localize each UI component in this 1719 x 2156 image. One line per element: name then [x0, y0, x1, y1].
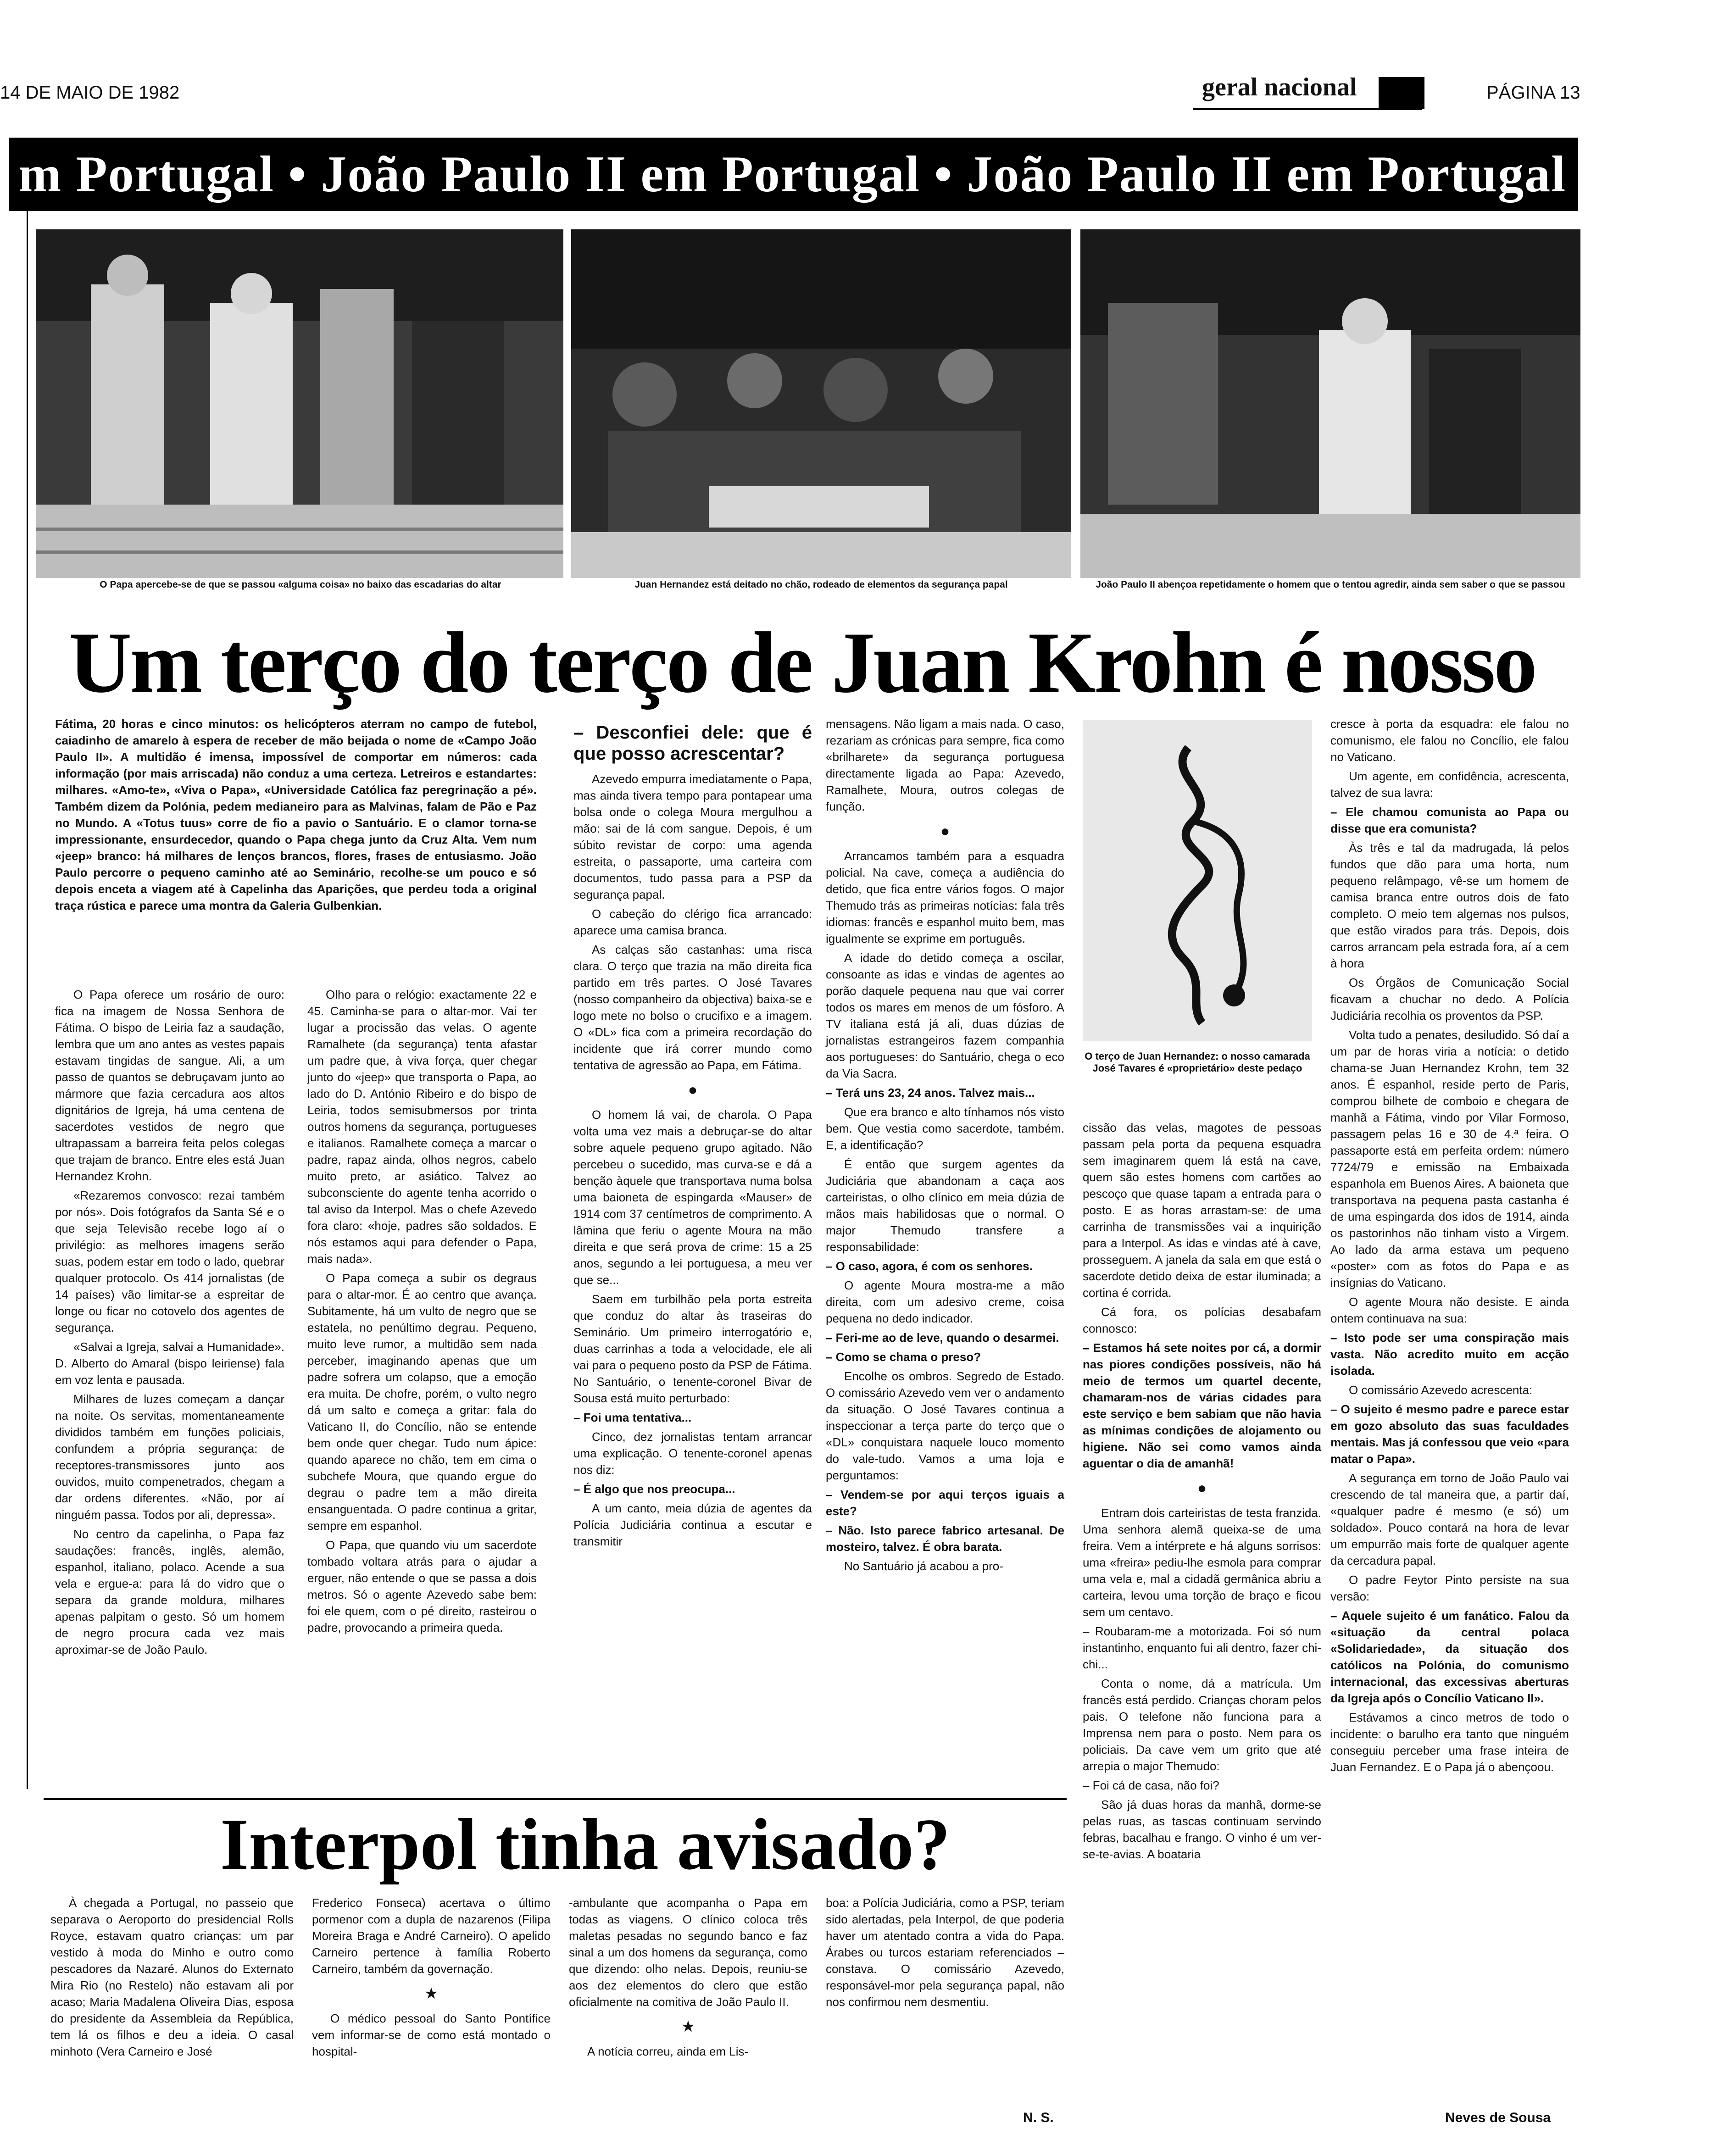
paragraph: cresce à porta da esquadra: ele falou no comunismo, ele falou no Concílio, ele falou no Vaticano. [1330, 717, 1569, 764]
paragraph: Encolhe os ombros. Segredo de Estado. O comissário Azevedo vem ver o andamento da situação. O José Tavares continua a inspeccionar a terça parte do terço que o «DL» conquistara naquele louco momento do vale-tudo. Vamos a uma loja e perguntamos: [826, 1369, 1064, 1482]
paragraph: A notícia correu, ainda em Lis- [587, 2045, 749, 2058]
paragraph: À chegada a Portugal, no passeio que separava o Aeroporto do presidencial Rolls Royce, estavam quatro crianças: um par vestido à moda do Minho e outro como pescadores da Nazaré. Alunos do Externato Mira Rio (no Restelo) não estavam ali por acaso; Maria Madalena Oliveira Dias, esposa do presidente da Assembleia da República, tem lá os filhos e deu a ideia. O casal minhoto (Vera Carneiro e José [50, 1896, 294, 2058]
quote: – O sujeito é mesmo padre e parece estar em gozo absoluto das suas faculdades mentais. Mas já confessou que veio «para matar o Papa». [1330, 1402, 1569, 1466]
paragraph: «Salvai a Igreja, salvai a Humanidade». D. Alberto do Amaral (bispo leiriense) fala em voz lenta e pausada. [55, 1340, 284, 1387]
article-column-6 [1330, 716, 1569, 2119]
paragraph: Olho para o relógio: exactamente 22 e 45. Caminha-se para o altar-mor. Vai ter lugar a procissão das velas. O agente Ramalhete (da segurança) tenta afastar um padre que, à viva força, quer chegar junto do «jeep» que transporta o Papa, ao lado do D. António Ribeiro e do bispo de Leiria, todos semisubmersos por trinta outros homens da segurança, portugueses e italianos. Ramalhete começa a marcar o padre, rapaz ainda, olhos negros, cabelo muito preto, ar asiático. Talvez ao subconsciente do agente tenha acorrido o tal aviso da Interpol. Mas o chefe Azevedo fora claro: «hoje, padres são soldados. E nós estamos aqui para defender o Papa, mais nada». [307, 988, 537, 1266]
paragraph: O médico pessoal do Santo Pontífice vem informar-se de como está montado o hospital- [312, 2012, 551, 2058]
secondary-headline: Interpol tinha avisado? [220, 1803, 951, 1885]
article2-byline: N. S. [1023, 2110, 1054, 2125]
paragraph: Cá fora, os polícias desabafam connosco: [1083, 1305, 1321, 1335]
paragraph: Milhares de luzes começam a dançar na noite. Os servitas, momentaneamente divididos também em funções policiais, confundem a própria segurança: de receptores-transmissores junto aos ouvidos, muito compenetrados, chegam a dar ordens diferentes. «Não, por aí ninguém passa. Todos por ali, depressa». [55, 1392, 284, 1522]
article-column-5 [1083, 1119, 1321, 1861]
quote: – O caso, agora, é com os senhores. [826, 1259, 1033, 1273]
article2-column-2 [312, 1895, 551, 2142]
main-headline: Um terço do terço de Juan Krohn é nosso [69, 615, 1535, 711]
paragraph: Conta o nome, dá a matrícula. Um francês está perdido. Crianças choram pelos pais. O telefone não funciona para a Imprensa nem para o posto. Nem para os policiais. Da cave vem um grito que até arrepia o major Themudo: [1083, 1677, 1321, 1773]
paragraph: Entram dois carteiristas de testa franzida. Uma senhora alemã queixa-se de uma freira. Vem a intérprete e há alguns sorrisos: uma «freira» pediu-lhe esmola para comprar uma vela e, mal a cidadã germânica abriu a carteira, levou uma torção de braço e ficou sem um centavo. [1083, 1506, 1321, 1619]
photo-hernandez-ground [571, 229, 1071, 578]
page-date: 14 DE MAIO DE 1982 [0, 83, 180, 103]
quote: – Foi uma tentativa... [573, 1411, 692, 1424]
paragraph: Azevedo empurra imediatamente o Papa, mas ainda tivera tempo para pontapear uma bolsa onde o colega Moura mergulhou a mão: sai de lá com sangue. Depois, é um súbito revistar de corpo: uma agenda estreita, o passaporte, uma carteira com documentos, tudo passa para a PSP da segurança papal. [573, 772, 812, 901]
separator-dot: ● [1197, 1479, 1207, 1497]
paragraph: O Papa oferece um rosário de ouro: fica na imagem de Nossa Senhora de Fátima. O bispo de Leiria faz a saudação, lembra que um ano antes as vestes papais estavam tingidas de sangue. Ali, a um passo de quantos se debruçavam junto ao mármore que fazia cercadura aos altos dignitários de Igreja, há uma centena de sacerdotes vestidos de negro que ultrapassam a barreira feita pelos colegas que trajam de branco. Entre eles está Juan Hernandez Krohn. [55, 988, 284, 1183]
quote: – É algo que nos preocupa... [573, 1482, 735, 1496]
paragraph: A idade do detido começa a oscilar, consoante as idas e vindas de agentes ao porão daquele pequena nau que vai correr todos os mares em menos de um fósforo. A TV italiana está já ali, duas dúzias de jornalistas estrangeiros fazem companhia aos portugueses: do Santuário, chega o eco da Via Sacra. [826, 951, 1064, 1080]
paragraph: -ambulante que acompanha o Papa em todas as viagens. O clínico coloca três maletas pesadas no segundo banco e faz sinal a um dos homens da segurança, como que dizendo: olho nelas. Depois, reuniu-se aos dez elementos do clero que estão oficialmente na comitiva de João Paulo II. [569, 1896, 807, 2009]
paragraph: Cinco, dez jornalistas tentam arrancar uma explicação. O tenente-coronel apenas nos diz: [573, 1430, 812, 1477]
paragraph: No Santuário já acabou a pro- [844, 1559, 1003, 1573]
paragraph: Um agente, em confidência, acrescenta, talvez de sua lavra: [1330, 769, 1569, 800]
article-column-4 [826, 716, 1064, 1794]
rosary-caption: O terço de Juan Hernandez: o nosso camarada José Tavares é «proprietário» deste pedaço [1085, 1050, 1310, 1074]
quote: – Estamos há sete noites por cá, a dormir nas piores condições possíveis, não há meio de termos um quartel decente, chamaram-nos de várias cidades para este serviço e bem sabiam que não havia as mínimas condições de alojamento ou higiene. Não sei como vamos ainda aguentar o dia de amanhã! [1083, 1341, 1321, 1470]
quote: – Aquele sujeito é um fanático. Falou da «situação da central polaca «Solidariedade», da situação dos católicos na Polónia, do comunismo internacional, das excessivas aberturas da Igreja após o Concílio Vaticano II». [1330, 1609, 1569, 1705]
series-banner: m Portugal • João Paulo II em Portugal • João Paulo II em Portugal • João [9, 138, 1578, 211]
left-margin-rule [27, 211, 28, 1789]
separator-dot: ● [940, 822, 950, 840]
photo-pope-altar [36, 229, 563, 578]
photo-rosary [1083, 720, 1312, 1041]
paragraph: «Rezaremos convosco: rezai também por nós». Dois fotógrafos da Santa Sé e o que seja Televisão recebe logo aí o privilégio: as melhores imagens serão suas, podem estar em todo o lado, quebrar qualquer protocolo. Os 414 jornalistas (de 14 países) vão limitar-se a espreitar de longe ou ficar no cotovelo dos agentes de segurança. [55, 1189, 284, 1334]
paragraph: Que era branco e alto tínhamos nós visto bem. Que vestia como sacerdote, também. E, a identificação? [826, 1105, 1064, 1152]
paragraph: É então que surgem agentes da Judiciária que abandonam a caça aos carteiristas, o olho clínico em meia dúzia de mãos mais habilidosas que o normal. O major Themudo transfere a responsabilidade: [826, 1157, 1064, 1254]
paragraph: Às três e tal da madrugada, lá pelos fundos que dão para uma horta, num pequeno relâmpago, vê-se um homem de camisa branca entre outros dois de fato completo. O meio tem algemas nos pulsos, que estão virados para trás. Depois, dois carros arrancam pela estrada fora, aí a cem à hora [1330, 841, 1569, 970]
paragraph: No centro da capelinha, o Papa faz saudações: francês, inglês, alemão, espanhol, italiano, polaco. Acende a sua vela e ergue-a: para lá do vidro que o separa da grande moldura, milhares apenas palpitam o gesto. Só um homem de negro procura cada vez mais aproximar-se de João Paulo. [55, 1527, 284, 1656]
paragraph: São já duas horas da manhã, dorme-se pelas ruas, as tascas continuam servindo febras, bacalhau e frango. O vinho é um ver-se-te-avias. A boataria [1083, 1798, 1321, 1861]
article2-column-1 [50, 1895, 294, 2142]
byline: Neves de Sousa [1445, 2110, 1551, 2125]
quote: – Vendem-se por aqui terços iguais a este? [826, 1488, 1064, 1518]
separator-star: ★ [424, 1985, 439, 2002]
paragraph: A segurança em torno de João Paulo vai crescendo de tal maneira que, a partir daí, «qualquer padre é mesmo (e só) um soldado». Pouco contará na hora de levar um empurrão mais forte de qualquer agente da cercadura papal. [1330, 1471, 1569, 1567]
quote: – Roubaram-me a motorizada. Foi só num instantinho, enquanto fui ali dentro, fazer chi-chi... [1083, 1624, 1321, 1671]
paragraph: mensagens. Não ligam a mais nada. O caso, rezariam as crónicas para sempre, fica como «brilharete» da segurança portuguesa directamente ligada ao Papa: Azevedo, Ramalhete, Moura, outros colegas de função. [826, 717, 1064, 813]
article-column-2 [307, 986, 537, 1794]
subheading: – Desconfiei dele: que é que posso acrescentar? [573, 722, 812, 764]
quote: – Como se chama o preso? [826, 1350, 981, 1364]
paragraph: O homem lá vai, de charola. O Papa volta uma vez mais a debruçar-se do altar sobre aquele pequeno grupo agitado. Não percebeu o sucedido, mas curva-se e dá a benção àquele que transportava numa bolsa uma baioneta de espingarda «Mauser» de 1914 com 37 centímetros de comprimento. A lâmina que feriu o agente Moura na mão direita e que será prova de crime: 15 a 25 anos, segundo a lei portuguesa, a meu ver que se... [573, 1108, 812, 1287]
quote: – Não. Isto parece fabrico artesanal. De mosteiro, talvez. É obra barata. [826, 1523, 1064, 1554]
quote: – Ele chamou comunista ao Papa ou disse que era comunista? [1330, 805, 1569, 835]
article-column-1 [55, 986, 284, 1794]
article-lead: Fátima, 20 horas e cinco minutos: os helicópteros aterram no campo de futebol, caiadinho de amarelo à espera de receber de mão beijada o nome de «Campo João Paulo II». A multidão é imensa, impossível de comportar em números: cada informação (por mais arriscada) não conduz a uma certeza. Letreiros e estandartes: milhares. «Amo-te», «Viva o Papa», «Universidade Católica faz peregrinação a pé». Também dizem da Polónia, pedem medianeiro para as Malvinas, falam de Pão e Paz no Mundo. A «Totus tuus» corre de fio a pavio o Santuário. E o clamor torna-se impressionante, ensurdecedor, quando o Papa chega junto da Cruz Alta. Vem num «jeep» branco: há milhares de lenços brancos, flores, frases de entusiasmo. João Paulo percorre o pequeno caminho até ao Seminário, recolhe-se um pouco e só depois enceta a viagem até à Capelinha das Aparições, que perdeu toda a original traça rústica e parece uma montra da Galeria Gulbenkian. [55, 717, 537, 912]
separator-dot: ● [688, 1081, 698, 1099]
paragraph: boa: a Polícia Judiciária, como a PSP, teriam sido alertadas, pela Interpol, de que poderia haver um atentado contra a vida do Papa. Árabes ou turcos estariam referenciados – constava. O comissário Azevedo, responsável-mor pela segurança papal, não nos confirmou nem desmentiu. [826, 1896, 1064, 2009]
section-logo: geral nacional [1202, 73, 1357, 101]
article-column-3 [573, 716, 812, 1794]
paragraph: Arrancamos também para a esquadra policial. Na cave, começa a audiência do detido, que fica entre vários fogos. O major Themudo trás as primeiras notícias: fala três idiomas: francês e espanhol muito bem, mas igualmente se exprime em português. [826, 849, 1064, 945]
paragraph: O comissário Azevedo acrescenta: [1349, 1383, 1533, 1397]
paragraph: Estávamos a cinco metros de todo o incidente: o barulho era tanto que ninguém conseguiu perceber uma frase inteira de Juan Fernandez. E o Papa já o abençoou. [1330, 1711, 1569, 1774]
page-number: PÁGINA 13 [1486, 83, 1580, 103]
paragraph: O agente Moura não desiste. E ainda ontem continuava na sua: [1330, 1295, 1569, 1325]
paragraph: Volta tudo a penates, desiludido. Só daí a um par de horas viria a notícia: o detido chama-se Juan Hernandez Krohn, tem 32 anos. É espanhol, reside perto de Paris, comprou bilhete de comboio e chegara de manhã a Fátima, vindo por Vilar Formoso, passagem pelas 16 e 30 de 4.ª feira. O passaporte está em perfeita ordem: número 7724/79 e emissão na Embaixada espanhola em Buenos Aires. A baioneta que transportava na pequena pasta castanha é de uma espingarda dos idos de 1914, ainda os pastorinhos não tinham visto a Virgem. Ao lado da arma estava um pequeno «poster» com as fotos do Papa e as insígnias do Vaticano. [1330, 1028, 1569, 1289]
paragraph: cissão das velas, magotes de pessoas passam pela porta da pequena esquadra sem imaginarem quem lá está na cave, quem são estes homens com cartões ao pescoço que quase tapam a entrada para o posto. E as horas arrastam-se: de uma carrinha de transmissões vai a inquirição para a Interpol. As idas e vindas até à cave, prosseguem. A janela da sala em que está o sacerdote detido deixa de estar iluminada; a cortina é corrida. [1083, 1121, 1321, 1300]
paragraph: O Papa começa a subir os degraus para o altar-mor. É ao centro que avança. Subitamente, há um vulto de negro que se estatela, no penúltimo degrau. Pequeno, muito leve rumor, a multidão sem nada perceber, imaginando apenas que um padre sofrera um colapso, que a emoção era muita. De chofre, porém, o vulto negro dá um salto e começa a gritar: fala do Vaticano II, do Concílio, não se entende bem onde quer chegar. Tudo num ápice: quando aparece no chão, tem em cima o subchefe Moura, que quando ergue do degrau o padre tem a mão direita ensanguentada. O padre continua a gritar, sempre em espanhol. [307, 1271, 537, 1533]
paragraph: As calças são castanhas: uma risca clara. O terço que trazia na mão direita fica partido em três partes. O José Tavares (nosso companheiro da objectiva) baixa-se e logo mete no bolso o crucifixo e a imagem. O «DL» fica com a primeira recordação do incidente que irá correr mundo como tentativa de agressão ao Papa, em Fátima. [573, 943, 812, 1072]
paragraph: Frederico Fonseca) acertava o último pormenor com a dupla de nazarenos (Filipa Moreira Braga e André Carneiro). O apelido Carneiro pertence à família Roberto Carneiro, também da governação. [312, 1896, 551, 1976]
photo-pope-blessing [1080, 229, 1580, 578]
photo-caption-1: O Papa apercebe-se de que se passou «alguma coisa» no baixo das escadarias do altar [100, 579, 501, 590]
paragraph: Saem em turbilhão pela porta estreita que conduz do altar às traseiras do Seminário. Um primeiro interrogatório e, duas carrinhas a toda a velocidade, ele ali vai para o pequeno posto da PSP de Fátima. No Santuário, o tenente-coronel Bivar de Sousa está muito perturbado: [573, 1292, 812, 1405]
section-divider [44, 1798, 1067, 1800]
photo-caption-2: Juan Hernandez está deitado no chão, rodeado de elementos da segurança papal [634, 579, 1008, 590]
paragraph: Os Órgãos de Comunicação Social ficavam a chuchar no dedo. A Polícia Judiciária recolhia os proventos da PSP. [1330, 976, 1569, 1022]
paragraph: O padre Feytor Pinto persiste na sua versão: [1330, 1573, 1569, 1603]
header-underline [1193, 108, 1422, 110]
article2-column-3 [569, 1895, 807, 2142]
section-logo-emblem [1379, 77, 1424, 109]
paragraph: O agente Moura mostra-me a mão direita, com um adesivo creme, coisa pequena no dedo indicador. [826, 1278, 1064, 1325]
article2-column-4 [826, 1895, 1064, 2142]
paragraph: O cabeção do clérigo fica arrancado: aparece uma camisa branca. [573, 907, 812, 937]
quote: – Isto pode ser uma conspiração mais vasta. Não acredito muito em acção isolada. [1330, 1331, 1569, 1378]
photo-caption-3: João Paulo II abençoa repetidamente o homem que o tentou agredir, ainda sem saber o que se passou [1096, 579, 1565, 590]
separator-star: ★ [681, 2018, 695, 2035]
quote: – Terá uns 23, 24 anos. Talvez mais... [826, 1086, 1035, 1100]
quote: – Feri-me ao de leve, quando o desarmei. [826, 1331, 1059, 1345]
quote: – Foi cá de casa, não foi? [1083, 1778, 1219, 1792]
paragraph: A um canto, meia dúzia de agentes da Polícia Judiciária continua a escutar e transmitir [573, 1501, 812, 1548]
paragraph: O Papa, que quando viu um sacerdote tombado voltara atrás para o ajudar a erguer, não entende o que se passa a dois metros. Só o agente Azevedo sabe bem: foi ele quem, com o pé direito, rasteirou o padre, provocando a primeira queda. [307, 1538, 537, 1634]
